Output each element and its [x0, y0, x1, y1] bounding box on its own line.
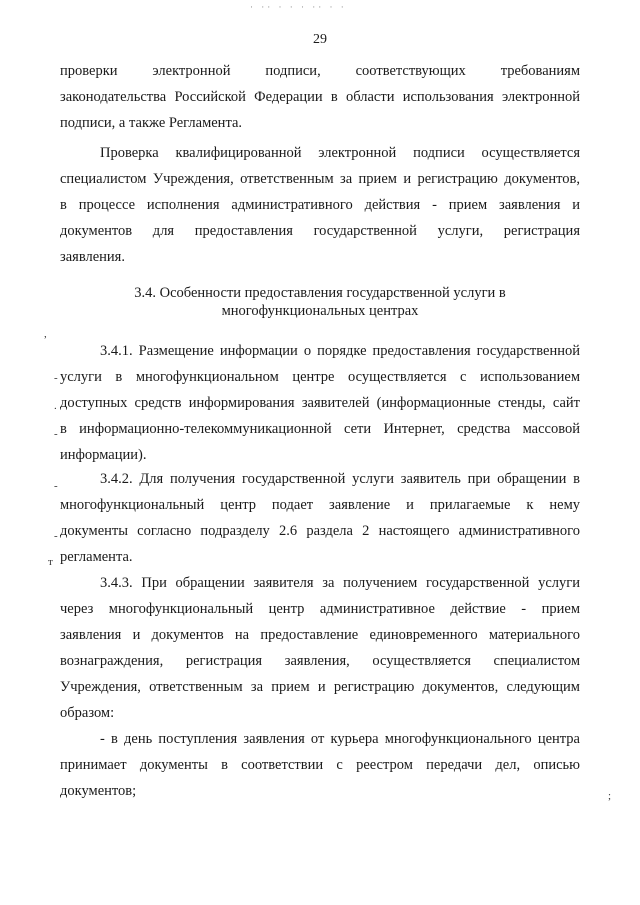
bullet1-line-3: документов; [60, 783, 137, 799]
bullet1-line-2: принимает документы в соответствии с реестром передачи дел, описью [60, 757, 580, 773]
para2-line-1: Проверка квалифицированной электронной подписи осуществляется [100, 145, 580, 161]
margin-mark: - [54, 480, 58, 492]
para341-line-4: в информационно-телекоммуникационной сети Интернет, средства массовой [60, 421, 580, 437]
para2-line-5: заявления. [60, 249, 125, 265]
page-number: 29 [313, 32, 327, 47]
margin-mark: - [54, 372, 58, 384]
para342-line-2: многофункциональный центр подает заявление и прилагаемые к нему [60, 497, 580, 513]
para2-line-3: в процессе исполнения административного действия - прием заявления и [60, 197, 580, 213]
section-heading-line-1: 3.4. Особенности предоставления государственной услуги в [134, 285, 506, 301]
para1-line-3: подписи, а также Регламента. [60, 115, 243, 131]
margin-mark: т [48, 556, 53, 568]
para1-line-1: проверки электронной подписи, соответствующих требованиям [60, 63, 580, 79]
para343-line-5: Учреждения, ответственным за прием и регистрацию документов, следующим [60, 679, 580, 695]
para341-line-1: 3.4.1. Размещение информации о порядке предоставления государственной [100, 343, 580, 359]
para343-line-2: через многофункциональный центр административное действие - прием [60, 601, 580, 617]
para341-line-3: доступных средств информирования заявителей (информационные стенды, сайт [60, 395, 580, 411]
bullet1-line-1: - в день поступления заявления от курьера многофункционального центра [100, 731, 580, 747]
scan-artifact: · ·· · · · ·· · · [250, 2, 347, 12]
margin-mark: - [54, 428, 58, 440]
para341-line-2: услуги в многофункциональном центре осуществляется с использованием [60, 369, 580, 385]
margin-mark: ; [608, 790, 612, 802]
margin-mark: - [54, 530, 58, 542]
para342-line-3: документы согласно подразделу 2.6 раздела 2 настоящего административного [60, 523, 580, 539]
section-heading-line-2: многофункциональных центрах [221, 303, 419, 319]
para343-line-6: образом: [60, 705, 115, 721]
margin-mark: , [44, 328, 47, 340]
para1-line-2: законодательства Российской Федерации в области использования электронной [60, 89, 580, 105]
para342-line-1: 3.4.2. Для получения государственной услуги заявитель при обращении в [100, 471, 580, 487]
margin-mark: . [54, 400, 57, 412]
para341-line-5: информации). [60, 447, 147, 463]
para343-line-3: заявления и документов на предоставление единовременного материального [60, 627, 580, 643]
para342-line-4: регламента. [60, 549, 133, 565]
para2-line-2: специалистом Учреждения, ответственным за прием и регистрацию документов, [60, 171, 580, 187]
para343-line-1: 3.4.3. При обращении заявителя за получением государственной услуги [100, 575, 580, 591]
para343-line-4: вознаграждения, регистрация заявления, осуществляется специалистом [60, 653, 580, 669]
para2-line-4: документов для предоставления государственной услуги, регистрация [60, 223, 580, 239]
